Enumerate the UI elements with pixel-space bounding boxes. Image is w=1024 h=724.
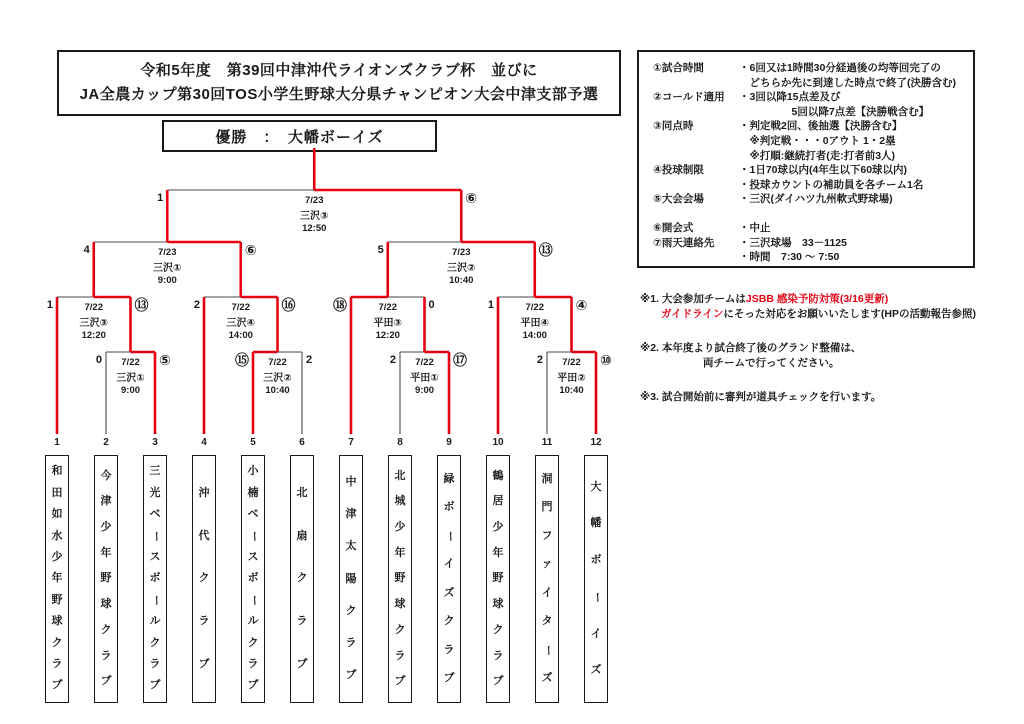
match-time: 10:40 [449,275,474,286]
match-score-left: 2 [389,354,396,366]
note-highlight: ガイドライン [661,308,724,320]
team-number: 6 [299,437,305,448]
team-number: 5 [250,437,256,448]
match-time: 12:20 [81,330,106,341]
match-score-right: ⑥ [465,190,478,206]
match-venue: 三沢② [263,373,292,384]
match-score-left: 0 [95,354,102,366]
team-number: 3 [152,437,158,448]
rule-head: ⑦雨天連絡先 [653,236,715,249]
rule-body: ・6回又は1時間30分経過後の均等回完了の どちらか先に到達した時点で終了(決勝含む) [739,62,956,89]
rule-body: ・1日70球以内(4年生以下60球以内) ・投球カウントの補助員を各チーム1名 [739,164,924,191]
match-score-right: ④ [575,297,588,313]
rule-head: ③同点時 [653,120,694,133]
match-date: 7/22 [231,302,250,313]
rule-head: ②コールド適用 [653,91,725,104]
team-box: 沖 代 ク ラ ブ [192,455,216,703]
match-score-right: ⑰ [453,352,467,368]
match-time: 14:00 [522,330,547,341]
rule-body: ・三沢球場 33－1125 ・時間 7:30 ～ 7:50 [739,236,847,264]
match-venue: 三沢④ [226,318,255,329]
team-number: 4 [201,437,207,448]
team-box: 緑 ボ ー イ ズ ク ラ ブ [437,455,461,703]
match-score-left: ⑮ [235,352,249,368]
match-score-right: ⑩ [600,352,612,368]
match-score-left: 5 [377,244,384,256]
match-venue: 三沢③ [79,318,108,329]
match-score-right: ⑬ [538,242,553,258]
match-date: 7/23 [305,195,324,206]
match-time: 9:00 [414,385,435,396]
match-date: 7/23 [452,247,471,258]
match-venue: 平田① [410,373,439,384]
champion-text: 優勝 ： 大幡ボーイズ [215,128,384,146]
title-line-2: JA全農カップ第30回TOS小学生野球大分県チャンピオン大会中津支部予選 [79,86,599,103]
match-time: 9:00 [120,385,141,396]
match-score-right: 0 [428,299,435,311]
team-box: 今 津 少 年 野 球 ク ラ ブ [94,455,118,703]
rule-head: ①試合時間 [653,62,704,74]
rule-head: ⑤大会会場 [653,193,704,206]
rule-body: ・3回以降15点差及び 5回以降7点差【決勝戦含む】 [739,91,930,118]
match-score-left: ⑱ [333,297,347,313]
rule-head: ⑥開会式 [653,221,694,234]
team-number: 12 [590,437,602,448]
team-box: 大 幡 ボ ー イ ズ [584,455,608,703]
match-venue: 三沢① [153,263,182,274]
match-score-right: 2 [306,354,313,366]
match-score-left: 1 [157,192,164,204]
team-box: 洞 門 フ ァ イ タ ー ズ [535,455,559,703]
match-score-left: 4 [83,244,90,256]
team-number: 9 [446,437,452,448]
match-date: 7/23 [158,247,177,258]
team-number: 1 [54,437,60,448]
rule-head: ④投球制限 [653,164,704,177]
team-number: 8 [397,437,403,448]
match-time: 14:00 [228,330,253,341]
rule-body: ・判定戦2回、後抽選【決勝含む】 ※判定戦・・・0アウト 1・2塁 ※打順:継続打者(走:打者前3人) [739,120,903,162]
note: ※2. 本年度より試合終了後のグランド整備は、 両チームで行ってください。 [640,342,862,369]
match-score-right: ⑤ [159,352,171,368]
title-line-1: 令和5年度 第39回中津沖代ライオンズクラブ杯 並びに [140,62,538,79]
match-venue: 三沢② [447,263,476,274]
match-score-left: 1 [46,299,53,311]
match-score-right: ⑬ [134,297,149,313]
rule-body: ・三沢(ダイハツ九州軟式野球場) [739,193,893,206]
match-score-right: ⑥ [244,242,257,258]
team-box: 三 光 ベ ー ス ボ ー ル ク ラ ブ [143,455,167,703]
team-box: 北 城 少 年 野 球 ク ラ ブ [388,455,412,703]
match-time: 10:40 [265,385,290,396]
team-box: 北 扇 ク ラ ブ [290,455,314,703]
note: ※3. 試合開始前に審判が道具チェックを行います。 [640,391,882,403]
match-date: 7/22 [121,357,140,368]
match-date: 7/22 [378,302,397,313]
match-score-left: 1 [487,299,494,311]
match-time: 9:00 [157,275,177,286]
match-venue: 三沢① [116,373,145,384]
team-number: 7 [348,437,354,448]
team-number: 11 [541,437,553,448]
team-number: 10 [492,437,504,448]
match-date: 7/22 [525,302,544,313]
note-highlight: JSBB 感染予防対策(3/16更新) [745,293,889,305]
match-time: 10:40 [559,385,584,396]
rule-body: ・中止 [739,221,771,234]
match-date: 7/22 [268,357,287,368]
team-box: 和 田 如 水 少 年 野 球 ク ラ ブ [45,455,69,703]
match-date: 7/22 [415,357,434,368]
note: ※1. 大会参加チームはJSBB 感染予防対策(3/16更新) ガイドラインにそった対応をお願いいたします(HPの活動報告参照) [640,293,976,320]
team-box: 鶴 居 少 年 野 球 ク ラ ブ [486,455,510,703]
match-venue: 平田③ [373,318,402,329]
match-venue: 三沢③ [300,211,329,222]
match-score-left: 2 [193,299,200,311]
team-box: 小 楠 ベ ー ス ボ ー ル ク ラ ブ [241,455,265,703]
match-venue: 平田② [557,373,586,384]
match-time: 12:50 [302,223,327,234]
team-box: 中 津 太 陽 ク ラ ブ [339,455,363,703]
match-score-left: 2 [536,354,543,366]
match-time: 12:20 [375,330,400,341]
match-date: 7/22 [84,302,103,313]
match-score-right: ⑯ [281,297,296,313]
team-number: 2 [103,437,109,448]
match-date: 7/22 [562,357,581,368]
match-venue: 平田④ [520,318,549,329]
